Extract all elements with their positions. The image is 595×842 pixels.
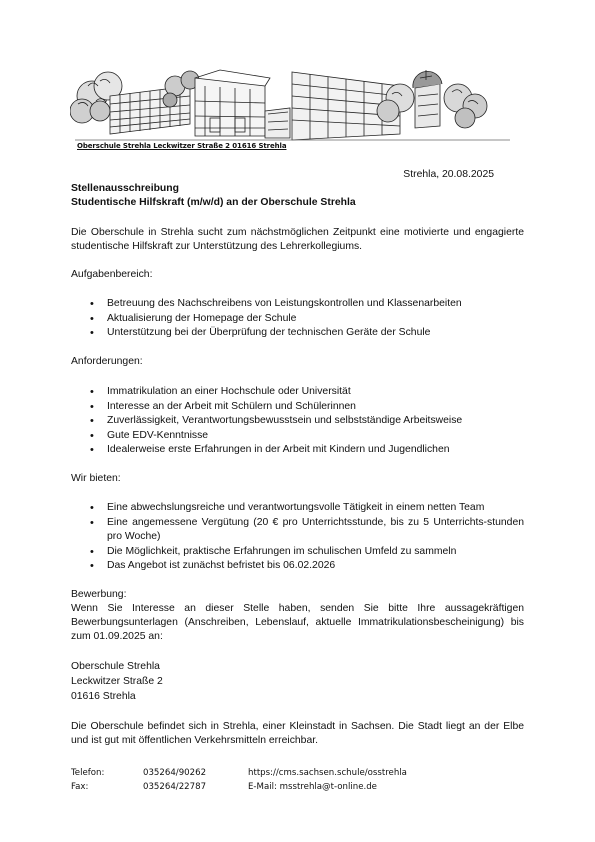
observatory-dome <box>413 70 442 128</box>
requirements-heading: Anforderungen: <box>71 356 143 367</box>
list-item: • Betreuung des Nachschreibens von Leistungskontrollen und Klassenarbeiten <box>90 297 530 312</box>
tasks-heading: Aufgabenbereich: <box>71 269 153 280</box>
list-item: • Eine angemessene Vergütung (20 € pro Unterrichtsstunde, bis zu 5 Unterrichts-stunden pro Woche) <box>90 516 524 545</box>
address-city: 01616 Strehla <box>71 691 136 702</box>
email-link[interactable]: E-Mail: msstrehla@t-online.de <box>248 782 377 792</box>
fax-number: 035264/22787 <box>143 782 207 792</box>
central-building <box>195 70 270 136</box>
offer-heading: Wir bieten: <box>71 473 121 484</box>
list-item: • Eine abwechslungsreiche und verantwortungsvolle Tätigkeit in einem netten Team <box>90 501 524 516</box>
list-item: • Gute EDV-Kenntnisse <box>90 429 530 444</box>
list-item: • Aktualisierung der Homepage der Schule <box>90 312 530 327</box>
list-item: • Interesse an der Arbeit mit Schülern und Schülerinnen <box>90 400 530 415</box>
list-item: • Idealerweise erste Erfahrungen in der Arbeit mit Kindern und Jugendlichen <box>90 443 530 458</box>
school-caption: Oberschule Strehla Leckwitzer Straße 2 01616 Strehla <box>77 142 287 150</box>
application-heading: Bewerbung: <box>71 589 127 600</box>
application-text: Wenn Sie Interesse an dieser Stelle haben, senden Sie bitte Ihre aussagekräftigen Bewerbungsunterlagen (Anschreiben, Lebenslauf, aktuelle Immatrikulationsbescheinigung) bis zum 01.09.2025 an: <box>71 603 524 642</box>
tasks-list <box>90 297 530 341</box>
requirements-list <box>90 385 530 458</box>
document-type-heading: Stellenausschreibung <box>71 183 179 194</box>
intro-paragraph: Die Oberschule in Strehla sucht zum nächstmöglichen Zeitpunkt eine motivierte und engagierte studentische Hilfskraft zur Unterstützung des Lehrerkollegiums. <box>71 227 524 252</box>
place-date: Strehla, 20.08.2025 <box>403 169 494 180</box>
list-item: • Zuverlässigkeit, Verantwortungsbewusstsein und selbstständige Arbeitsweise <box>90 414 530 429</box>
school-building-illustration <box>70 56 520 156</box>
closing-paragraph: Die Oberschule befindet sich in Strehla, einer Kleinstadt in Sachsen. Die Stadt liegt an der Elbe und ist gut mit öffentlichen Verkehrsmitteln erreichbar. <box>71 721 524 746</box>
annex-building <box>265 108 290 138</box>
list-item: • Unterstützung bei der Überprüfung der technischen Geräte der Schule <box>90 326 530 341</box>
phone-label: Telefon: <box>71 768 105 778</box>
offer-list <box>90 501 524 574</box>
fax-label: Fax: <box>71 782 89 792</box>
list-item: • Das Angebot ist zunächst befristet bis 06.02.2026 <box>90 559 524 574</box>
website-link[interactable]: https://cms.sachsen.schule/osstrehla <box>248 768 407 778</box>
phone-number: 035264/90262 <box>143 768 207 778</box>
address-street: Leckwitzer Straße 2 <box>71 676 163 687</box>
list-item: • Immatrikulation an einer Hochschule oder Universität <box>90 385 530 400</box>
address-name: Oberschule Strehla <box>71 661 160 672</box>
list-item: • Die Möglichkeit, praktische Erfahrungen im schulischen Umfeld zu sammeln <box>90 545 524 560</box>
position-title: Studentische Hilfskraft (m/w/d) an der Oberschule Strehla <box>71 197 356 208</box>
